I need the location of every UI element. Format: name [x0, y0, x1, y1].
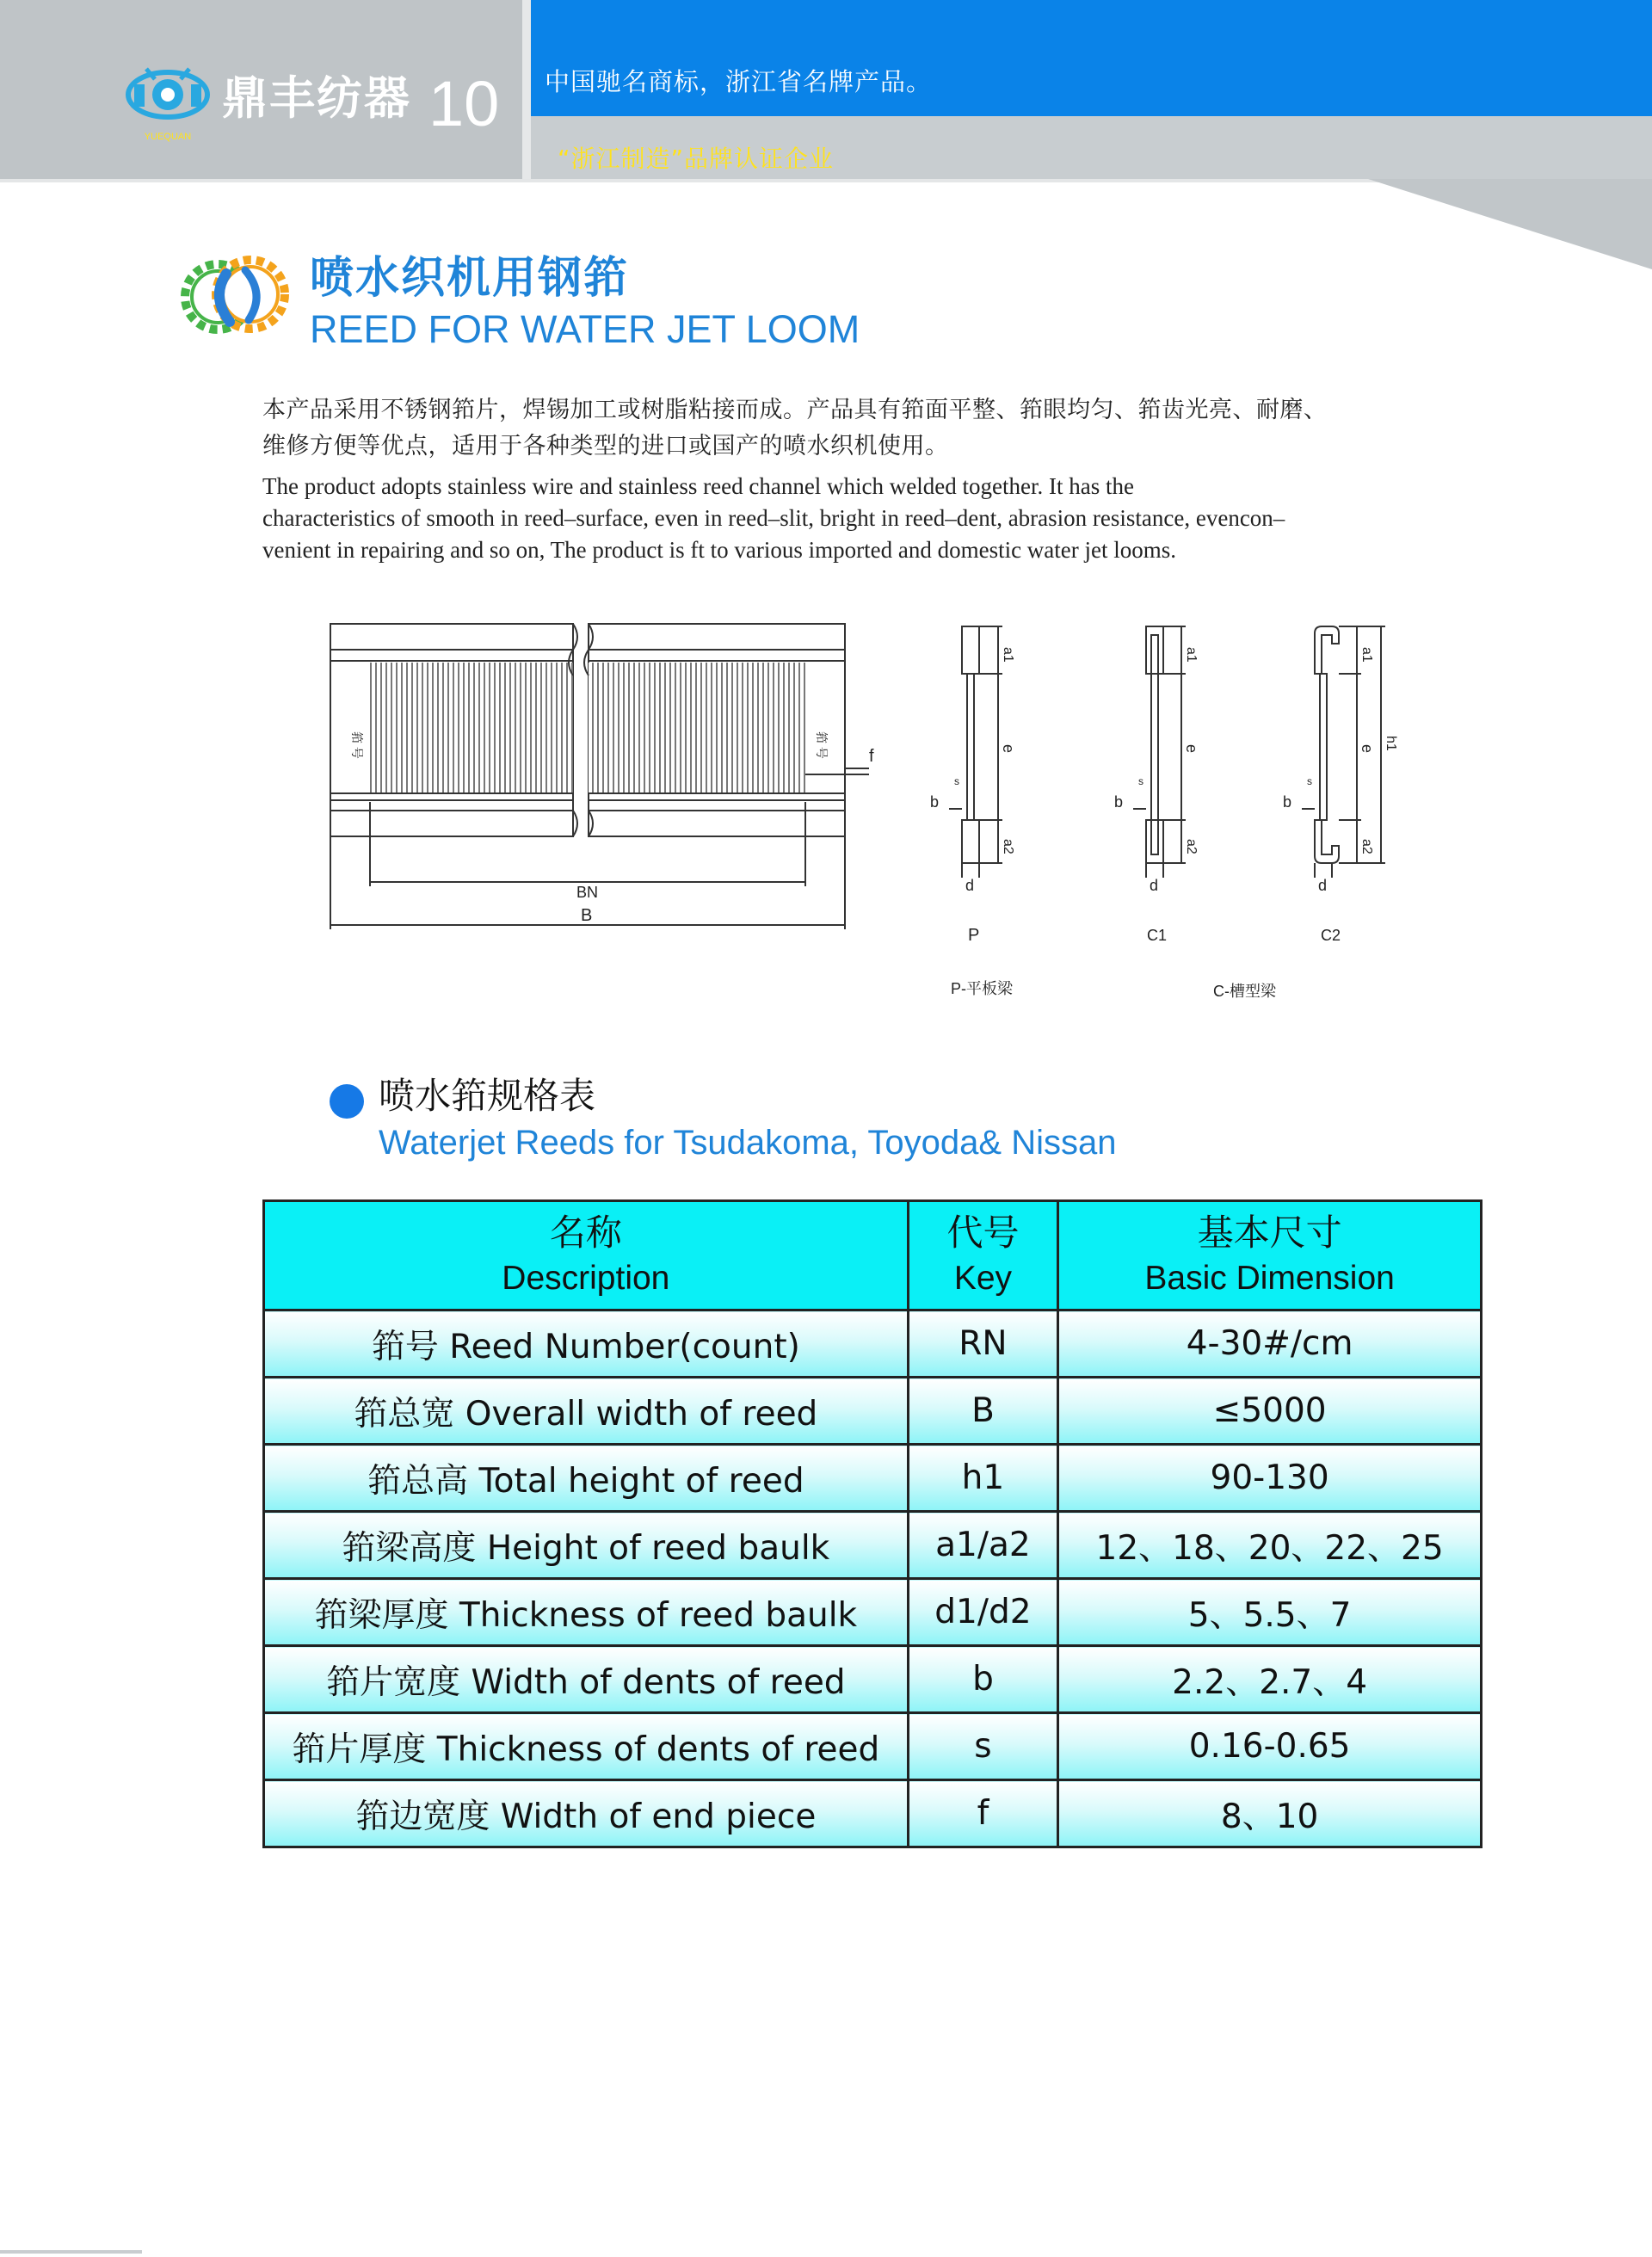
cell-key: d1/d2 [908, 1579, 1058, 1646]
logo-text: YUEQUAN [144, 132, 192, 142]
table-row [264, 1780, 1482, 1847]
header-slogan-2: “浙江制造”品牌认证企业 [558, 145, 835, 173]
cell-dimension: 4-30#/cm [1058, 1310, 1482, 1378]
reed-front-view [330, 624, 869, 929]
dim-label-f: f [869, 747, 874, 766]
spec-heading-en: Waterjet Reeds for Tsudakoma, Toyoda& Nissan [379, 1124, 1117, 1162]
cell-key: h1 [908, 1445, 1058, 1512]
cell-key: s [908, 1713, 1058, 1780]
profile-p-s: s [954, 775, 959, 787]
cell-dimension: 0.16-0.65 [1058, 1713, 1482, 1780]
description-cn-line: 本产品采用不锈钢筘片，焊锡加工或树脂粘接而成。产品具有筘面平整、筘眼均匀、筘齿光亮、耐磨、 [262, 397, 1328, 422]
table-row [264, 1310, 1482, 1378]
cell-dimension: 90-130 [1058, 1445, 1482, 1512]
profile-p-drawing [949, 626, 1002, 878]
cell-dimension: 12、18、20、22、25 [1058, 1512, 1482, 1579]
profile-c2-d: d [1318, 877, 1328, 894]
footer-line [0, 2250, 142, 2254]
cell-description: 筘总高 Total height of reed [264, 1445, 909, 1512]
profile-c2-b: b [1283, 793, 1292, 811]
page-number: 10 [428, 68, 500, 139]
cell-description: 筘梁厚度 Thickness of reed baulk [264, 1579, 909, 1646]
front-side-label: 筘 号 [815, 731, 829, 759]
cell-description: 筘号 Reed Number(count) [264, 1310, 909, 1378]
header-blue-band [531, 0, 1652, 116]
column-header-cn: 代号 [946, 1212, 1020, 1254]
profile-p-a2: a2 [1001, 839, 1015, 854]
column-header-dimension [1058, 1201, 1482, 1310]
header-slogan-1: 中国驰名商标，浙江省名牌产品。 [545, 67, 933, 96]
spec-heading-cn: 喷水筘规格表 [379, 1075, 596, 1117]
table-row [264, 1512, 1482, 1579]
table-row [264, 1713, 1482, 1780]
profile-c1-a2: a2 [1184, 839, 1199, 854]
page-title-en: REED FOR WATER JET LOOM [310, 307, 860, 351]
profile-c1-code: C1 [1147, 927, 1168, 944]
table-row [264, 1646, 1482, 1713]
profile-c1-d: d [1150, 877, 1159, 894]
dim-label-b: B [581, 906, 593, 925]
table-header-row [264, 1201, 1482, 1310]
column-header-description [264, 1201, 909, 1310]
header-divider [522, 0, 531, 182]
description-en-line: characteristics of smooth in reed–surface, even in reed–slit, bright in reed–dent, abrasion resistance, evencon– [262, 505, 1285, 531]
description-cn [262, 392, 1467, 464]
profile-c2-s: s [1307, 775, 1312, 787]
reed-technical-drawing [318, 602, 1428, 1015]
brand-logo-icon [120, 62, 215, 145]
cell-key: B [908, 1378, 1058, 1445]
cell-description: 筘片宽度 Width of dents of reed [264, 1646, 909, 1713]
profile-c2-e: e [1359, 744, 1376, 754]
profile-c1-s: s [1138, 775, 1143, 787]
spec-table [262, 1199, 1482, 1848]
column-header-cn: 基本尺寸 [1197, 1212, 1342, 1254]
description-en-line: venient in repairing and so on, The product is ft to various imported and domestic water jet looms. [262, 537, 1177, 563]
description-en [262, 471, 1467, 566]
description-en-line: The product adopts stainless wire and stainless reed channel which welded together. It has the [262, 473, 1134, 499]
column-header-key [908, 1201, 1058, 1310]
dim-label-bn: BN [576, 884, 599, 901]
column-header-en: Description [502, 1260, 670, 1297]
profile-p-b: b [930, 793, 940, 811]
front-side-label: 筘 号 [350, 731, 364, 759]
column-header-en: Basic Dimension [1144, 1260, 1395, 1297]
cell-dimension: 8、10 [1058, 1780, 1482, 1847]
column-header-en: Key [953, 1260, 1013, 1297]
profile-p-d: d [965, 877, 975, 894]
cell-key: b [908, 1646, 1058, 1713]
profile-p-code: P [968, 926, 980, 945]
description-cn-line: 维修方便等优点，适用于各种类型的进口或国产的喷水织机使用。 [262, 433, 949, 459]
profile-c1-drawing [1133, 626, 1186, 878]
profile-c2-a2: a2 [1359, 839, 1374, 854]
cell-description: 筘总宽 Overall width of reed [264, 1378, 909, 1445]
table-row [264, 1579, 1482, 1646]
bullet-dot-icon [330, 1084, 364, 1119]
profile-c1-a1: a1 [1184, 647, 1199, 663]
brand-name: 鼎丰纺器 [222, 72, 411, 125]
profile-c1-b: b [1114, 793, 1124, 811]
page-title-cn: 喷水织机用钢筘 [310, 253, 630, 304]
cell-key: a1/a2 [908, 1512, 1058, 1579]
profile-c2-h: h1 [1384, 736, 1398, 751]
column-header-cn: 名称 [549, 1212, 622, 1254]
cell-key: RN [908, 1310, 1058, 1378]
table-row [264, 1445, 1482, 1512]
cell-dimension: 2.2、2.7、4 [1058, 1646, 1482, 1713]
profile-c2-a1: a1 [1359, 647, 1374, 663]
gear-icon [176, 250, 297, 344]
cell-description: 筘梁高度 Height of reed baulk [264, 1512, 909, 1579]
caption-c: C-槽型梁 [1213, 983, 1276, 1000]
caption-p: P-平板梁 [951, 980, 1013, 997]
profile-p-e: e [1000, 744, 1017, 754]
cell-dimension: ≤5000 [1058, 1378, 1482, 1445]
profile-c1-e: e [1183, 744, 1200, 754]
profile-p-a1: a1 [1001, 647, 1015, 663]
cell-description: 筘片厚度 Thickness of dents of reed [264, 1713, 909, 1780]
cell-description: 筘边宽度 Width of end piece [264, 1780, 909, 1847]
table-row [264, 1378, 1482, 1445]
cell-key: f [908, 1780, 1058, 1847]
cell-dimension: 5、5.5、7 [1058, 1579, 1482, 1646]
profile-c2-code: C2 [1321, 927, 1341, 944]
